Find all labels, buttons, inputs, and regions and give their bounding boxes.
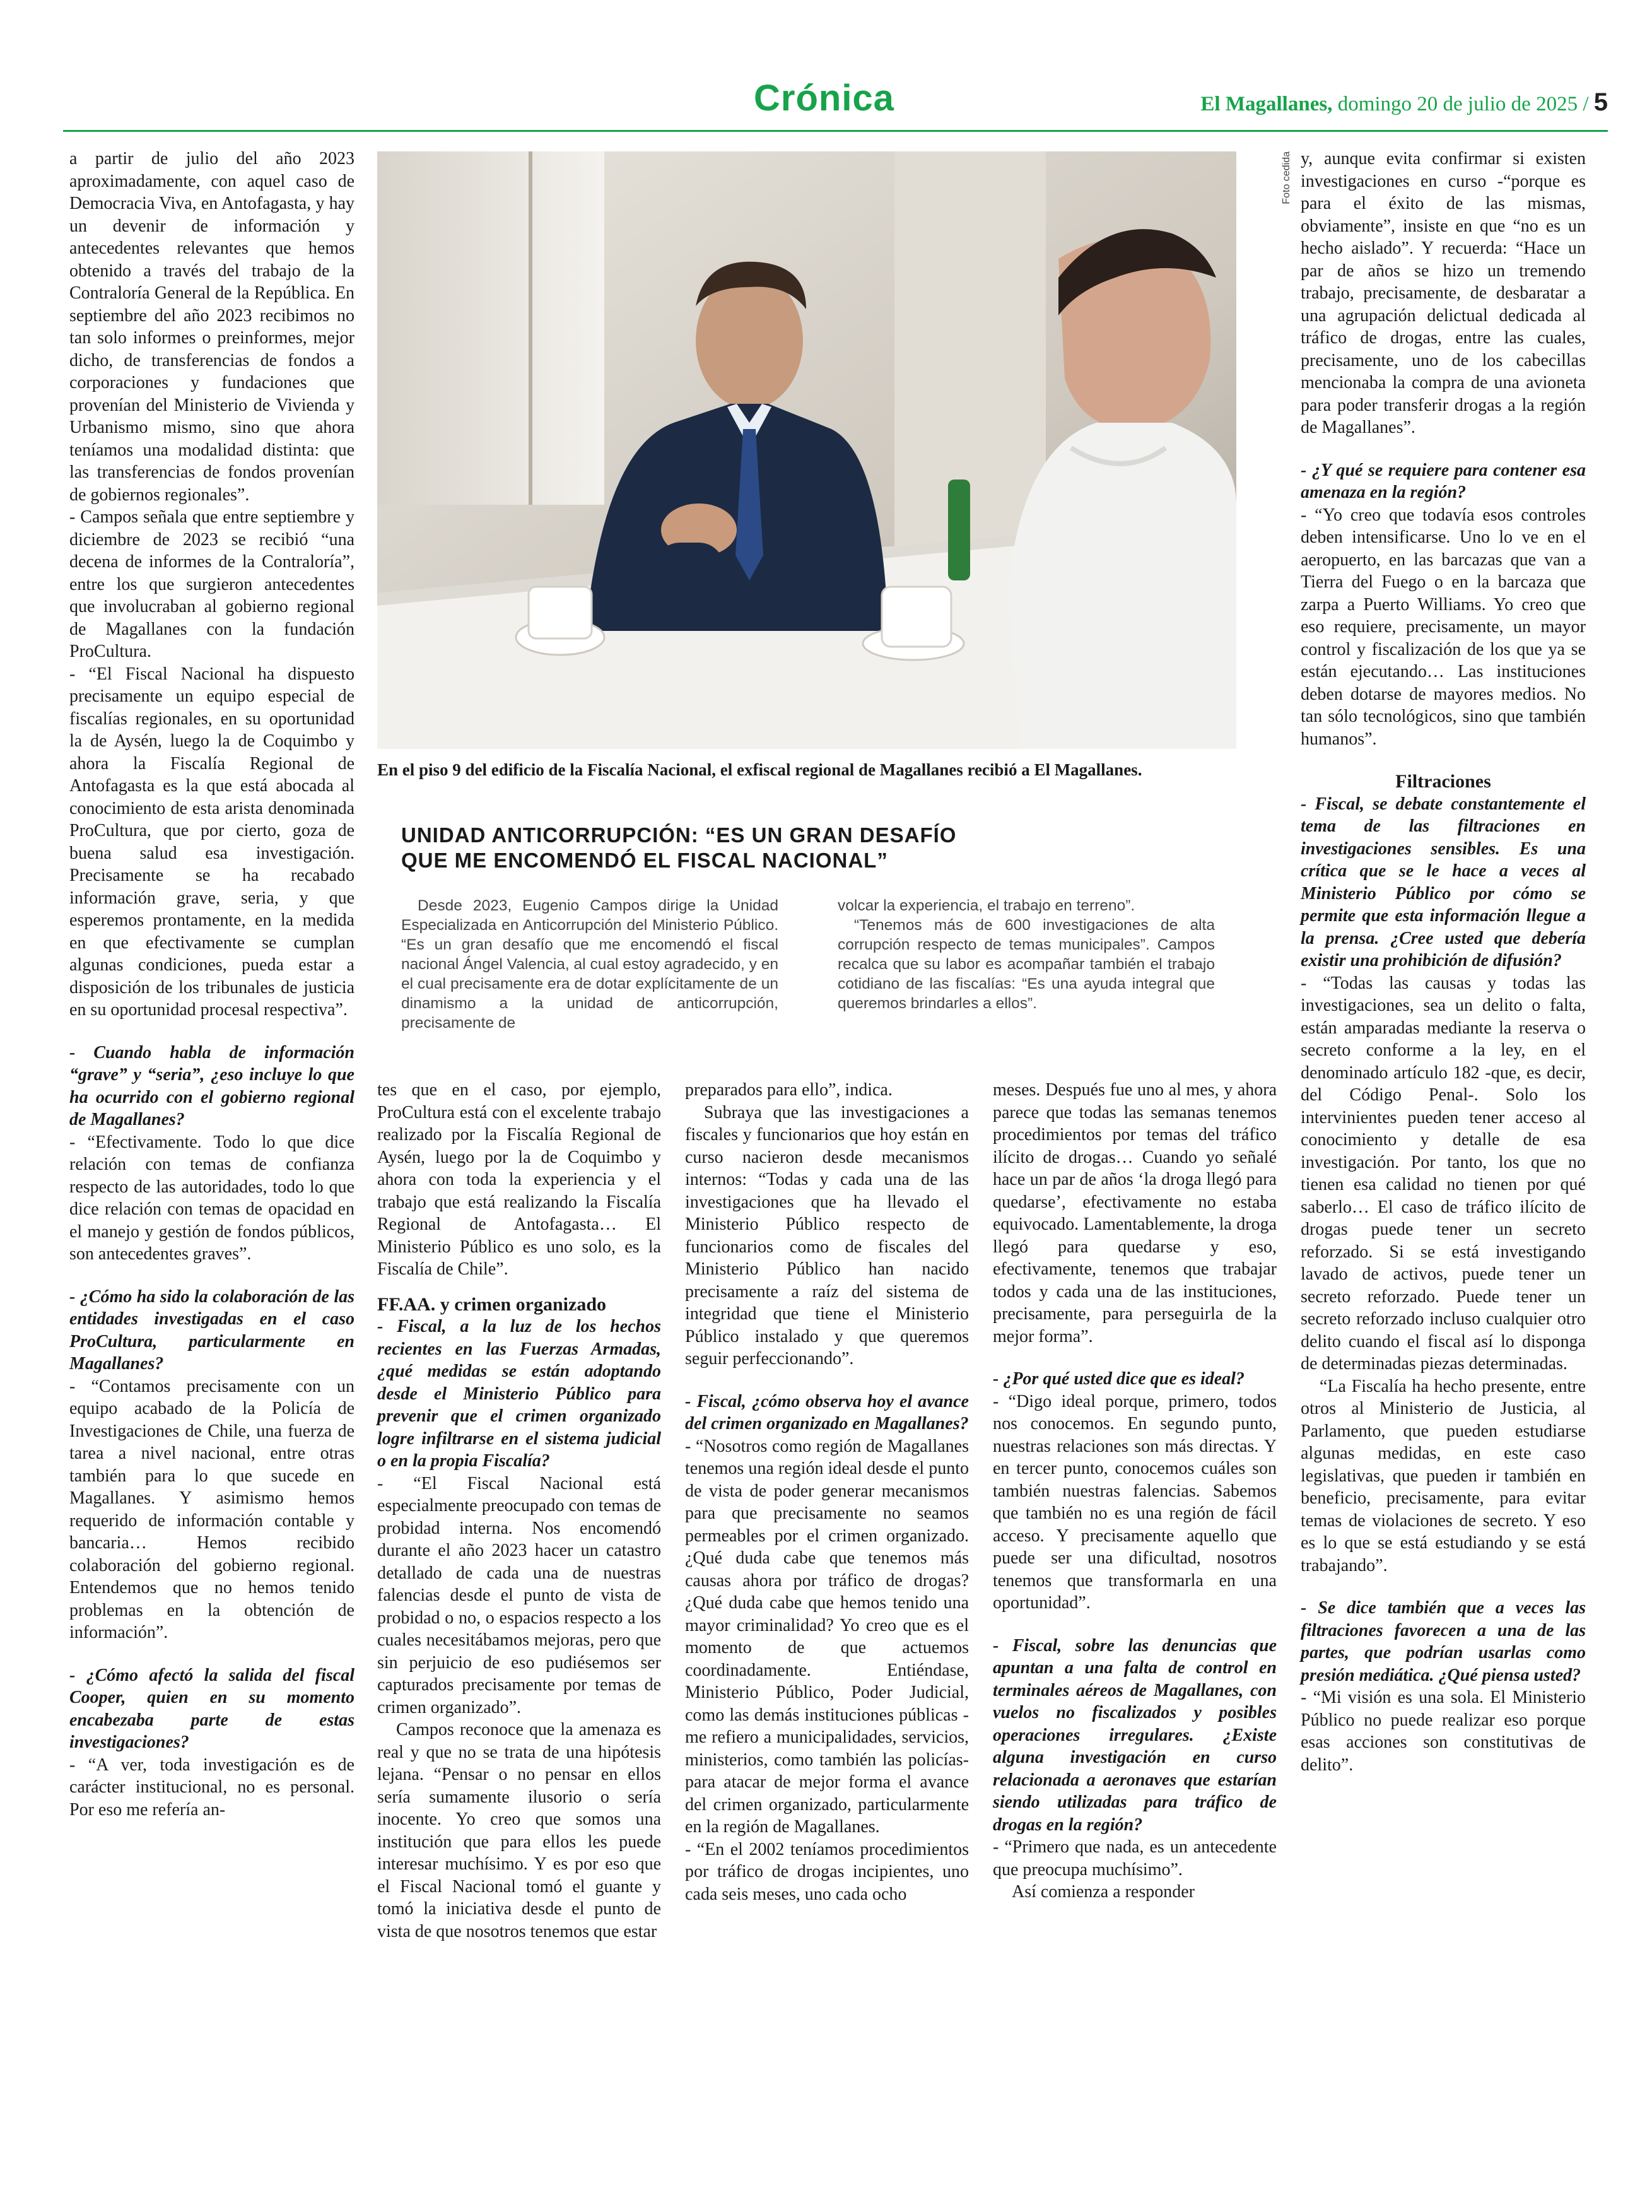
- question: - ¿Por qué usted dice que es ideal?: [993, 1369, 1245, 1389]
- paragraph: - “En el 2002 teníamos procedimientos por tráfico de drogas incipientes, uno cada seis meses, uno cada ocho: [685, 1839, 969, 1904]
- question: - ¿Y qué se requiere para contener esa amenaza en la región?: [1301, 460, 1586, 502]
- paragraph: - Campos señala que entre septiembre y diciembre de 2023 se recibió “una decena de informes de la Contraloría”, entre los que surgieron antecedentes que involucraban al gobierno regional de Magallanes con la fundación ProCultura.: [69, 507, 354, 661]
- paragraph: - “Yo creo que todavía esos controles deben intensificarse. Uno lo ve en el aeropuerto, en las barcazas que van a Tierra del Fuego o en la barcaza que zarpa a Puerto Williams. Yo creo que eso requiere, precisamente, un mayor control y fiscalización de los que ya se están ejecutando… Las instituciones deben dotarse de mayores medios. No tan sólo tecnológicos, sino que también humanos”.: [1301, 505, 1586, 749]
- paragraph: “La Fiscalía ha hecho presente, entre otros al Ministerio de Justicia, al Parlamento, que pueden estudiarse algunas medidas, en este caso legislativas, que pueden ir también en beneficio, precisamente, para evitar temas de violaciones de secreto. Y eso es lo que se está estudiando y se está trabajando”.: [1301, 1376, 1586, 1575]
- article-column-2: [377, 1079, 661, 1943]
- question: - Fiscal, sobre las denuncias que apuntan a una falta de control en terminales aéreos de Magallanes, con vuelos no fiscalizados y posibles operaciones irregulares. ¿Existe alguna investigación en curso relacionada a aeronaves que estarían siendo utilizadas para tráfico de drogas en la región?: [993, 1635, 1277, 1835]
- question: - Fiscal, se debate constantemente el tema de las filtraciones en investigaciones sensibles. Es una crítica que se le hace a veces al Ministerio Público por cómo se permite que esta información llegue a la prensa. ¿Cree usted que debería existir una prohibición de difusión?: [1301, 794, 1586, 970]
- folio: El Magallanes, domingo 20 de julio de 2025 / 5: [1200, 88, 1608, 116]
- paragraph: - “Contamos precisamente con un equipo acabado de la Policía de Investigaciones de Chile, una fuerza de tarea a nivel nacional, entre otras también para lo que sucede en Magallanes. Y asimismo hemos requerido de información contable y bancaria… Hemos recibido colaboración del gobierno regional. Entendemos que no hemos tenido problemas en la obtención de información”.: [69, 1376, 354, 1642]
- newspaper-name: El Magallanes,: [1200, 93, 1333, 115]
- box-column-1: Desde 2023, Eugenio Campos dirige la Unidad Especializada en Anticorrupción del Ministerio Público. “Es un gran desafío que me encomendó el fiscal nacional Ángel Valencia, al cual estoy agradecido, y en el cual precisamente era de dotar explícitamente de un dinamismo a la unidad de anticorrupción, precisamente de: [401, 897, 778, 1032]
- article-column-5: [1301, 148, 1586, 1776]
- question: - Cuando habla de información “grave” y “seria”, ¿eso incluye lo que ha ocurrido con el gobierno regional de Magallanes?: [69, 1042, 354, 1129]
- section-title: Crónica: [754, 78, 894, 119]
- paragraph: - “El Fiscal Nacional está especialmente preocupado con temas de probidad interna. Nos encomendó durante el año 2023 hacer un catastro detallado de cada una de nuestras falencias desde el punto de vista de probidad o no, o espacios respecto a los cuales necesitábamos mejoras, pero que sin perjuicio de eso pudiésemos ser capturados precisamente por temas de crimen organizado”.: [377, 1473, 661, 1717]
- paragraph: - “Primero que nada, es un antecedente que preocupa muchísimo”.: [993, 1837, 1277, 1880]
- paragraph: - “Todas las causas y todas las investigaciones, sea un delito o falta, están amparadas mediante la reserva o secreto conforme a la ley, en el denominado artículo 182 -que, es decir, del Código Penal-. Solo los intervinientes pueden tener acceso al conocimiento y detalle de esa investigación. Por tanto, los que no tienen esa calidad no tienen por qué saberlo… El caso de tráfico ilícito de drogas puede tener un secreto reforzado. Si se está investigando lavado de activos, puede tener un secreto reforzado. Puede tener un secreto reforzado incluso cualquier otro delito cuando el fiscal así lo disponga de determinadas piezas determinadas.: [1301, 973, 1586, 1374]
- question: - Fiscal, ¿cómo observa hoy el avance del crimen organizado en Magallanes?: [685, 1391, 969, 1433]
- question: - Se dice también que a veces las filtraciones favorecen a una de las partes, que podrían usarlas como presión mediática. ¿Qué piensa usted?: [1301, 1598, 1586, 1685]
- paragraph: Subraya que las investigaciones a fiscales y funcionarios que hoy están en curso nacieron desde mecanismos internos: “Todas y cada una de las investigaciones que ha llevado el Ministerio Público respecto de funcionarios como de fiscales del Ministerio Público han nacido precisamente a raíz del sistema de integridad que tiene el Ministerio Público instalado y que queremos seguir perfeccionando”.: [685, 1102, 969, 1368]
- question: - ¿Cómo afectó la salida del fiscal Cooper, quien en su momento encabezaba parte de estas investigaciones?: [69, 1665, 354, 1752]
- paragraph: tes que en el caso, por ejemplo, ProCultura está con el excelente trabajo realizado por la Fiscalía Regional de Aysén, luego por la de Coquimbo y ahora con toda la experiencia y el trabajo que está realizando la Fiscalía Regional de Antofagasta… El Ministerio Público es uno solo, es la Fiscalía de Chile”.: [377, 1080, 661, 1279]
- paragraph: a partir de julio del año 2023 aproximadamente, con aquel caso de Democracia Viva, en Antofagasta, y hay un devenir de información y antecedentes relevantes que hemos obtenido a través del trabajo de la Contraloría General de la República. En septiembre del año 2023 recibimos no tan solo informes o preinformes, mejor dicho, de transferencias de fondos a corporaciones y fundaciones que provenían del Ministerio de Vivienda y Urbanismo mismo, sino que ahora teníamos una modalidad distinta: que las transferencias de fondos provenían de gobiernos regionales”.: [69, 149, 354, 505]
- box-title-line-1: UNIDAD ANTICORRUPCIÓN: “ES UN GRAN DESAFÍO: [401, 823, 957, 847]
- box-column-2: volcar la experiencia, el trabajo en terreno”. “Tenemos más de 600 investigaciones de alta corrupción respecto de temas municipales”. Campos recalca que su labor es acompañar también el trabajo cotidiano de las fiscalías: “Es una ayuda integral que queremos brindarles a ellos”.: [838, 897, 1215, 1012]
- paragraph: - “A ver, toda investigación es de carácter institucional, no es personal. Por eso me refería an-: [69, 1755, 354, 1820]
- photo-illustration: [377, 151, 1236, 749]
- box-title: [401, 823, 1221, 873]
- paragraph: - “Digo ideal porque, primero, todos nos conocemos. En segundo punto, nuestras relaciones son más directas. Y en tercer punto, conocemos cuáles son también nuestras falencias. Sabemos que también no es una región de fácil acceso. Y precisamente aquello que puede ser una dificultad, nosotros tenemos que transformarla en una oportunidad”.: [993, 1391, 1277, 1613]
- article-column-1: [69, 148, 354, 1821]
- publication-date: domingo 20 de julio de 2025: [1337, 93, 1578, 115]
- paragraph: - “Mi visión es una sola. El Ministerio Público no puede realizar eso porque esas acciones son constitutivas de delito”.: [1301, 1688, 1586, 1775]
- paragraph: Campos reconoce que la amenaza es real y que no se trata de una hipótesis lejana. “Pensar o no pensar en ellos sería sumamente ilusorio o sería inocente. Yo creo que somos una institución que para ellos les puede interesar muchísimo. Y es por eso que el Fiscal Nacional tomó el guante y tomó la iniciativa desde el punto de vista de que nosotros tenemos que estar: [377, 1720, 661, 1941]
- photo-caption: En el piso 9 del edificio de la Fiscalía Nacional, el exfiscal regional de Magallanes recibió a El Magallanes.: [377, 760, 1142, 779]
- subheading: Filtraciones: [1395, 771, 1491, 792]
- paragraph: - “Nosotros como región de Magallanes tenemos una región ideal desde el punto de vista de poder generar mecanismos para que precisamente no seamos permeables por el crimen organizado. ¿Qué duda cabe que tenemos más causas ahora por tráfico de drogas? ¿Qué duda cabe que hemos tenido una mayor criminalidad? Yo creo que es el momento de que actuemos coordinadamente. Entiéndase, Ministerio Público, Poder Judicial, como las demás instituciones públicas -me refiero a municipalidades, servicios, ministerios, como también las policías- para atacar de mejor forma el avance del crimen organizado, particularmente en la región de Magallanes.: [685, 1436, 969, 1837]
- photo-credit: Foto cedida: [1281, 151, 1292, 204]
- header-rule: [63, 130, 1608, 132]
- article-column-4: [993, 1079, 1277, 1903]
- paragraph: - “Efectivamente. Todo lo que dice relación con temas de confianza respecto de las autoridades, todo lo que dice relación con temas de opacidad en el manejo y gestión de fondos públicos, son antecedentes graves”.: [69, 1132, 354, 1264]
- article-column-3: [685, 1079, 969, 1905]
- paragraph: - “El Fiscal Nacional ha dispuesto precisamente un equipo especial de fiscalías regionales, en su oportunidad la de Aysén, luego la de Coquimbo y ahora la Fiscalía Regional de Antofagasta es la que está abocada al conocimiento de esta arista denominada ProCultura, que por cierto, goza de buena salud esa investigación. Precisamente se ha recabado información grave, seria, y que esperemos prontamente, en la medida en que efectivamente se cumplan algunas condiciones, pueda estar a disposición de los tribunales de justicia en su oportunidad procesal respectiva”.: [69, 664, 354, 1020]
- paragraph: preparados para ello”, indica.: [685, 1080, 893, 1100]
- paragraph: y, aunque evita confirmar si existen investigaciones en curso -“porque es para el éxito de las mismas, obviamente”, insiste en que “no es un hecho aislado”. Y recuerda: “Hace un par de años se hizo un tremendo trabajo, precisamente, de desbaratar a una agrupación delictual dedicada al tráfico de drogas, entre las cuales, precisamente, uno de los cabecillas mencionaba la compra de una avioneta para poder transferir drogas a la región de Magallanes”.: [1301, 149, 1586, 437]
- subheading: FF.AA. y crimen organizado: [377, 1293, 607, 1315]
- question: - ¿Cómo ha sido la colaboración de las entidades investigadas en el caso ProCultura, particularmente en Magallanes?: [69, 1286, 354, 1374]
- question: - Fiscal, a la luz de los hechos recientes en las Fuerzas Armadas, ¿qué medidas se están adoptando desde el Ministerio Público para prevenir que el crimen organizado logre infiltrarse en el sistema judicial o en la propia Fiscalía?: [377, 1317, 661, 1471]
- paragraph: Así comienza a responder: [1012, 1882, 1195, 1902]
- page-number: 5: [1593, 88, 1608, 116]
- box-title-line-2: QUE ME ENCOMENDÓ EL FISCAL NACIONAL”: [401, 849, 888, 872]
- interview-photo: [377, 151, 1236, 749]
- paragraph: meses. Después fue uno al mes, y ahora parece que todas las semanas tenemos procedimientos por temas del tráfico ilícito de drogas… Cuando yo señalé hace un par de años ‘la droga llegó para quedarse’, efectivamente no estaba equivocado. Lamentablemente, la droga llegó para quedarse y eso, efectivamente, tenemos que trabajar todos y cada una de las instituciones, precisamente, para perseguirla de la mejor forma”.: [993, 1080, 1277, 1346]
